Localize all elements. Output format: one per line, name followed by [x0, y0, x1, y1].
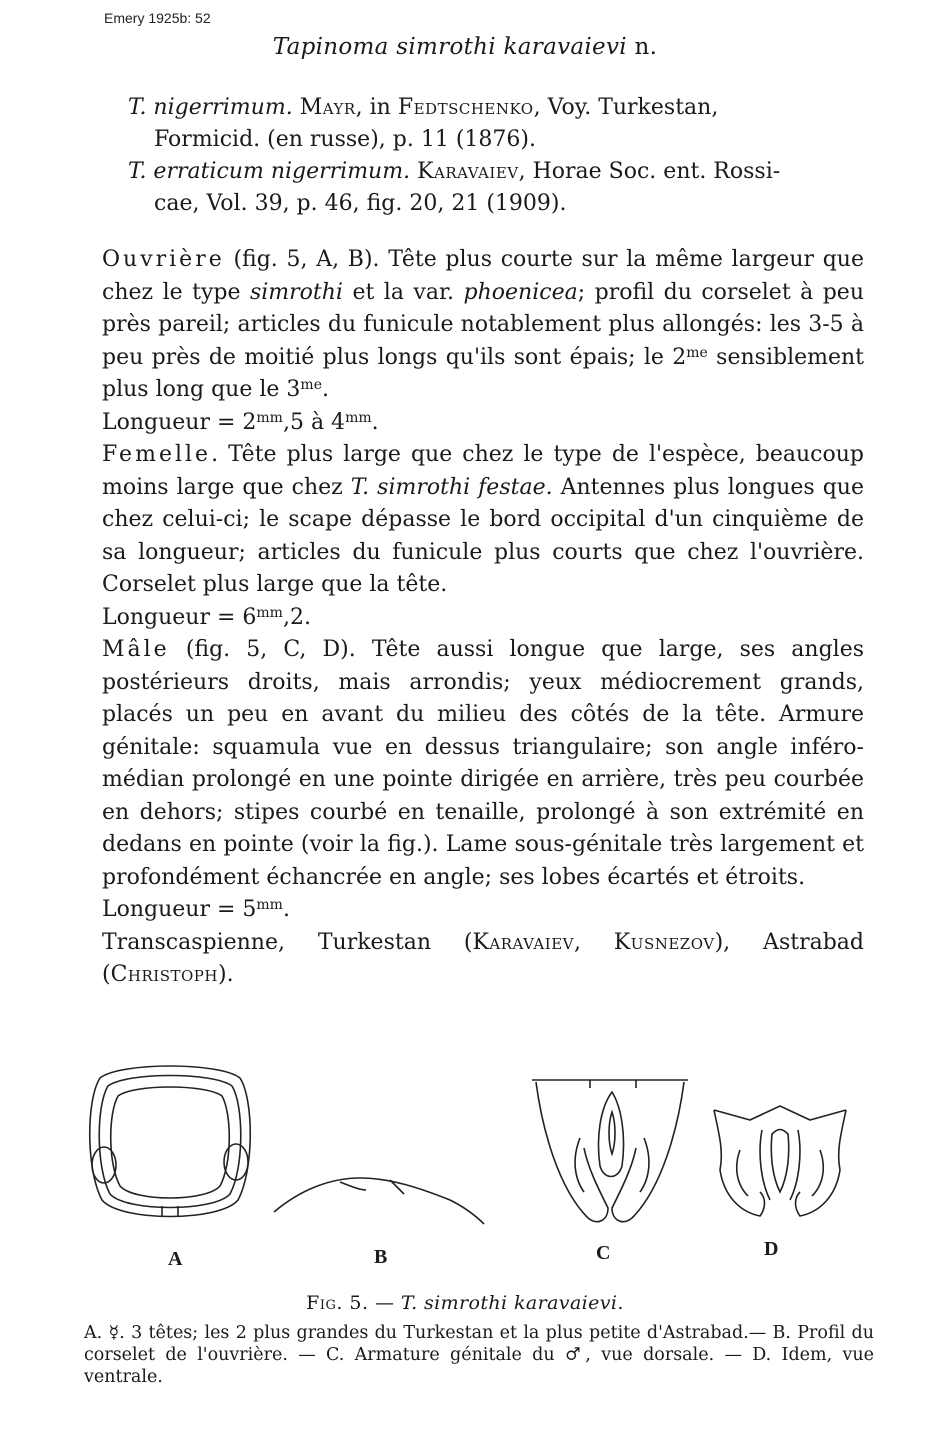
- length-text: .: [371, 409, 379, 435]
- length-text: ,2.: [282, 604, 311, 630]
- female-text: . Tête plus large que chez le type de l'espèce, beaucoup moins large que chez: [102, 442, 864, 500]
- description-body: [74, 244, 864, 992]
- collector-name: Christoph: [110, 962, 218, 987]
- caption-dash: —: [368, 1292, 401, 1314]
- caste-label-worker: Ouvrière: [102, 247, 225, 272]
- superscript: mm: [256, 604, 283, 621]
- synonym-ref: , Horae Soc. ent. Rossi-: [518, 159, 781, 184]
- length-text: Longueur = 5: [102, 897, 257, 922]
- male-text: (fig. 5, C, D). Tête aussi longue que large, ses angles postérieurs droits, mais arrondis; yeux médiocrement grands, placés un peu en avant du milieu des côtés de la tête. Armure génitale: squamula vue en dessus triangulaire; son angle inféro-médian prolongé en une pointe dirigée en arrière, très peu courbée en dehors; stipes courbé en tenaille, prolongé à son extrémité en dedans en pointe (voir la fig.). Lame sous-génitale très largement et profondément échancrée en angle; ses lobes écartés et étroits.: [102, 637, 864, 890]
- superscript: me: [300, 377, 322, 393]
- caste-label-male: Mâle: [102, 637, 170, 662]
- synonym-entry-2: [128, 156, 868, 220]
- female-length: [74, 602, 864, 635]
- worker-italic: phoenicea: [463, 279, 578, 305]
- length-text: .: [282, 897, 290, 922]
- figure-label-c: C: [596, 1242, 611, 1264]
- synonym-ref-cont: Formicid. (en russe), p. 11 (1876).: [154, 127, 536, 152]
- figure-label-a: A: [168, 1248, 183, 1270]
- collector-name: Kusnezov: [613, 929, 715, 955]
- synonym-ref: , Voy. Turkestan,: [533, 95, 719, 120]
- synonym-author: Mayr: [299, 95, 356, 120]
- figure-d-genitalia-ventral-drawing: [710, 1100, 850, 1230]
- figure-number: Fig. 5.: [306, 1292, 369, 1314]
- synonym-name: T. erraticum nigerrimum.: [128, 159, 411, 184]
- synonym-name: T. nigerrimum.: [128, 95, 293, 120]
- male-length: [74, 894, 864, 927]
- worker-text: et la var.: [342, 279, 464, 305]
- figure-c-genitalia-dorsal-drawing: [528, 1068, 698, 1238]
- superscript: me: [686, 344, 708, 361]
- length-text: Longueur = 6: [102, 604, 257, 630]
- male-paragraph: [74, 634, 864, 894]
- worker-length: [74, 407, 864, 440]
- synonym-entry-1: [128, 92, 868, 156]
- caste-label-female: Femelle: [102, 442, 212, 467]
- figure-label-d: D: [764, 1238, 779, 1260]
- female-paragraph: [74, 439, 864, 602]
- superscript: mm: [256, 897, 283, 913]
- superscript: mm: [345, 409, 372, 426]
- worker-text: (fig. 5, A, B). Tête plus courte sur la même largeur que chez le type: [102, 247, 864, 305]
- synonym-ref-cont: cae, Vol. 39, p. 46, fig. 20, 21 (1909).: [154, 191, 567, 216]
- figure-a-heads-drawing: [80, 1060, 260, 1240]
- distribution-paragraph: [74, 927, 864, 992]
- distribution-text: ).: [217, 962, 234, 987]
- distribution-text: ), Astrabad (: [102, 929, 864, 987]
- superscript: mm: [256, 409, 283, 426]
- synonym-text: , in: [355, 95, 398, 120]
- length-text: ,5 à 4: [282, 409, 346, 435]
- taxon-name: Tapinoma simrothi karavaievi: [272, 34, 627, 60]
- worker-paragraph: [74, 244, 864, 407]
- worker-italic: simrothi: [249, 279, 343, 305]
- taxon-status: n.: [626, 34, 658, 60]
- synonym-author: Karavaiev: [417, 159, 519, 184]
- taxon-title: [0, 34, 930, 60]
- synonym-author-2: Fedtschenko: [397, 95, 534, 120]
- figure-caption-body: A. ☿. 3 têtes; les 2 plus grandes du Turkestan et la plus petite d'Astrabad.— B. Profil du corselet de l'ouvrière. — C. Armature génitale du ♂, vue dorsale. — D. Idem, vue ventrale.: [84, 1323, 874, 1387]
- distribution-text: ,: [573, 929, 614, 955]
- figure-b-profile-drawing: [270, 1160, 490, 1230]
- length-text: Longueur = 2: [102, 409, 257, 435]
- figure-label-b: B: [374, 1246, 388, 1268]
- female-text: Antennes plus longues que chez celui-ci; le scape dépasse le bord occipital d'un cinquième de sa longueur; articles du funicule plus courts que chez l'ouvrière. Corselet plus large que la tête.: [102, 474, 864, 597]
- citation: Emery 1925b: 52: [104, 10, 211, 26]
- figure-caption-taxon: T. simrothi karavaievi.: [400, 1292, 624, 1314]
- female-italic: T. simrothi festae.: [350, 474, 553, 500]
- worker-text: .: [321, 377, 329, 402]
- worker-text: ; profil du corselet à peu près pareil; articles du funicule notablement plus allongés: les 3-5 à peu près de moitié plus longs qu'ils sont épais; le 2: [102, 279, 864, 370]
- collector-name: Karavaiev: [472, 929, 574, 955]
- figure-caption-title: [0, 1292, 930, 1314]
- worker-text: sensiblement plus long que le 3: [102, 344, 865, 402]
- distribution-text: Transcaspienne, Turkestan (: [102, 929, 473, 955]
